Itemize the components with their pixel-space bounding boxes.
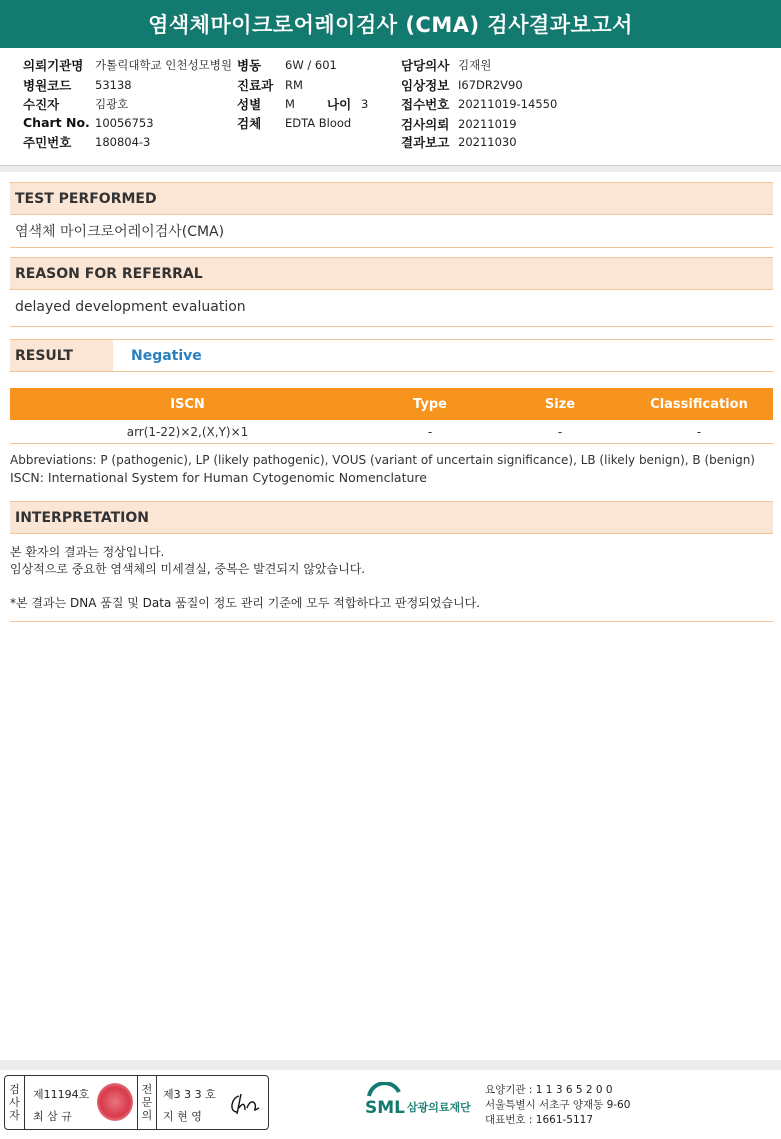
inspector-label <box>5 1076 25 1129</box>
info-resident-no <box>23 133 150 151</box>
address: 서울특별시 서초구 양재동 9-60 <box>485 1099 631 1111</box>
table-cell-size: - <box>557 424 563 439</box>
care-number: 요양기관 : 1 1 3 6 5 2 0 0 <box>485 1084 613 1096</box>
info-request-date <box>401 115 517 133</box>
divider <box>10 326 773 327</box>
logo-text: SML <box>365 1098 405 1118</box>
info-doctor <box>401 56 491 74</box>
info-label: 접수번호 <box>401 97 450 112</box>
test-performed-heading: TEST PERFORMED <box>10 182 773 215</box>
info-label: 임상정보 <box>401 78 450 93</box>
info-report-date <box>401 133 517 151</box>
table-header-size: Size <box>544 396 576 412</box>
info-label: 결과보고 <box>401 135 450 150</box>
info-sex <box>237 95 295 113</box>
table-cell-classification: - <box>696 424 702 439</box>
foundation-info <box>485 1083 630 1128</box>
interpretation-note: *본 결과는 DNA 품질 및 Data 품질이 정도 관리 기준에 모두 적합하다고 판정되었습니다. <box>10 596 481 610</box>
info-label: 나이 <box>327 97 352 112</box>
info-department <box>237 76 303 94</box>
divider <box>0 166 781 172</box>
info-label: 병동 <box>237 58 262 73</box>
label-char: 검 <box>9 1083 20 1096</box>
info-label: 담당의사 <box>401 58 450 73</box>
info-label: 검체 <box>237 116 262 131</box>
interpretation-line: 임상적으로 중요한 염색체의 미세결실, 중복은 발견되지 않았습니다. <box>10 562 366 576</box>
info-chart-no <box>23 115 154 130</box>
seal-stamp-icon <box>97 1083 133 1121</box>
info-clinical <box>401 76 523 94</box>
info-value: 180804-3 <box>95 135 151 149</box>
info-value: RM <box>285 78 303 92</box>
label-char: 문 <box>141 1096 153 1109</box>
info-label: 수진자 <box>23 97 60 112</box>
info-referral-org <box>23 56 232 74</box>
signature-box <box>4 1075 269 1130</box>
info-value: EDTA Blood <box>285 116 352 130</box>
info-label: Chart No. <box>23 115 90 130</box>
table-cell-iscn: arr(1-22)×2,(X,Y)×1 <box>126 424 249 439</box>
label-char: 자 <box>9 1109 20 1122</box>
specialist-name: 지 현 영 <box>163 1110 202 1123</box>
referral-heading: REASON FOR REFERRAL <box>10 257 773 290</box>
info-label: 검사의뢰 <box>401 117 450 132</box>
specialist-label <box>137 1076 157 1129</box>
info-value: 3 <box>361 97 369 111</box>
table-header-classification: Classification <box>650 396 748 412</box>
result-table-header <box>10 388 773 420</box>
info-age <box>327 95 368 113</box>
info-value: 6W / 601 <box>285 58 337 72</box>
result-value: Negative <box>131 347 202 364</box>
info-value: 20211019-14550 <box>458 97 558 111</box>
info-ward <box>237 56 337 74</box>
interpretation-line: 본 환자의 결과는 정상입니다. <box>10 545 165 559</box>
inspector-license-no: 제11194호 <box>33 1088 90 1101</box>
test-performed-value: 염색체 마이크로어레이검사(CMA) <box>15 224 225 240</box>
footer-divider <box>0 1060 781 1070</box>
info-value: M <box>285 97 295 111</box>
info-value: 10056753 <box>95 115 154 130</box>
divider <box>10 247 773 248</box>
phone-number: 대표번호 : 1661-5117 <box>485 1114 594 1126</box>
info-value: 20211030 <box>458 135 517 149</box>
page-title: 염색체마이크로어레이검사 (CMA) 검사결과보고서 <box>0 0 781 48</box>
label-char: 전 <box>141 1083 153 1096</box>
sml-logo-icon <box>363 1082 481 1122</box>
info-value: I67DR2V90 <box>458 78 523 92</box>
info-hospital-code <box>23 76 132 94</box>
iscn-definition-line: ISCN: International System for Human Cytogenomic Nomenclature <box>10 470 427 485</box>
table-header-type: Type <box>413 396 447 412</box>
table-header-iscn: ISCN <box>170 396 205 412</box>
result-label: RESULT <box>10 340 113 371</box>
info-patient <box>23 95 128 113</box>
table-cell-type: - <box>427 424 433 439</box>
info-value: 53138 <box>95 78 132 92</box>
info-value: 김재원 <box>458 58 492 72</box>
info-label: 진료과 <box>237 78 274 93</box>
table-row <box>10 420 773 444</box>
info-label: 병원코드 <box>23 78 72 93</box>
abbreviations-line: Abbreviations: P (pathogenic), LP (likely pathogenic), VOUS (variant of uncertain significance), LB (likely benign), B (benign) <box>10 453 755 467</box>
result-row <box>10 339 773 372</box>
info-label: 의뢰기관명 <box>23 58 84 73</box>
label-char: 사 <box>9 1096 20 1109</box>
info-label: 성별 <box>237 97 262 112</box>
info-value: 가톨릭대학교 인천성모병원 <box>95 58 232 72</box>
info-receipt-no <box>401 95 557 113</box>
info-specimen <box>237 114 351 132</box>
patient-info-block <box>0 48 781 166</box>
info-value: 김광호 <box>95 97 129 111</box>
referral-value: delayed development evaluation <box>15 299 246 315</box>
signature-icon <box>225 1090 265 1120</box>
foundation-name: 삼광의료재단 <box>407 1101 471 1114</box>
interpretation-heading: INTERPRETATION <box>10 501 773 534</box>
divider <box>10 621 773 622</box>
info-label: 주민번호 <box>23 135 72 150</box>
info-value: 20211019 <box>458 117 517 131</box>
specialist-license-no: 제3 3 3 호 <box>163 1088 216 1101</box>
inspector-name: 최 삼 규 <box>33 1110 72 1123</box>
label-char: 의 <box>141 1109 153 1122</box>
